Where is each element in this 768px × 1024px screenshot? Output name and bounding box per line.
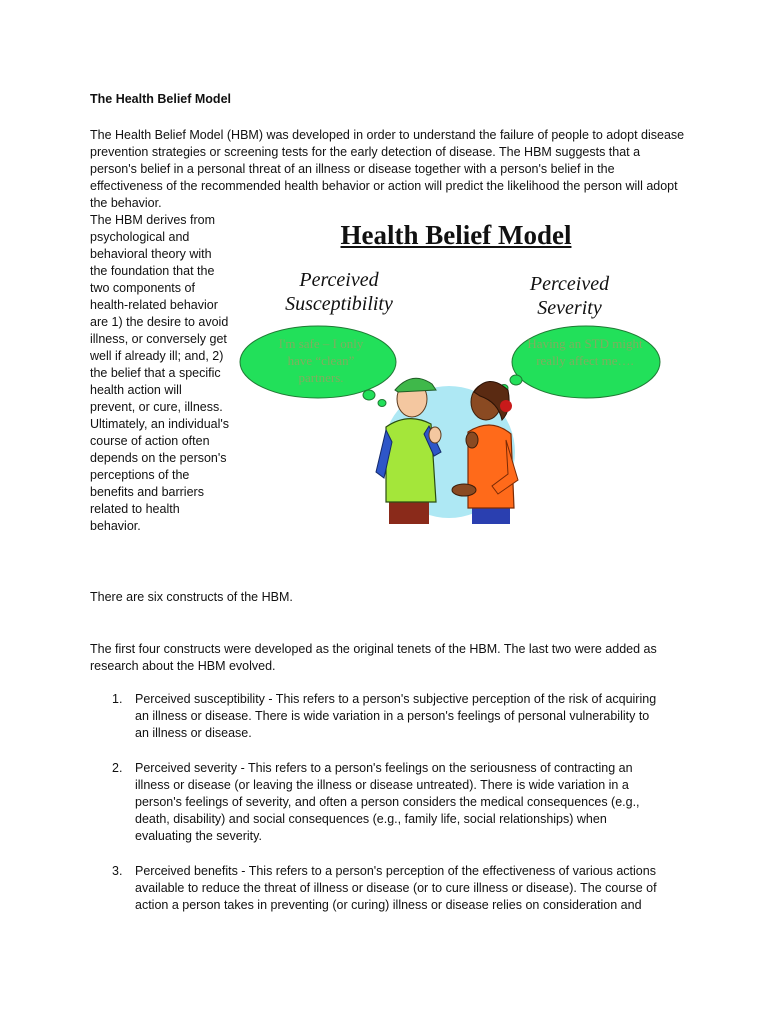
list-item-text: Perceived benefits - This refers to a person's perception of the effectiveness of various actions available to reduce the threat of illness or disease (or to cure illness or disease). The course of action a person takes in preventing (or curing) illness or disease relies on consideration and	[135, 864, 657, 912]
list-item-text: Perceived susceptibility - This refers to a person's subjective perception of the risk of acquiring an illness or disease. There is wide variation in a person's feelings of personal vulnerability to an illness or disease.	[135, 692, 657, 740]
constructs-list	[90, 691, 660, 932]
intro-paragraph: The Health Belief Model (HBM) was developed in order to understand the failure of people to adopt disease prevention strategies or screening tests for the early detection of disease. The HBM suggests that a person's belief in a personal threat of an illness or disease together with a person's belief in the effectiveness of the recommended health behavior or action will predict the likelihood the person will adopt the behavior.	[90, 128, 685, 210]
thought-dot-right-1	[510, 375, 522, 385]
side-paragraph: The HBM derives from psychological and behavioral theory with the foundation that the two components of health-related behavior are 1) the desire to avoid illness, or conversely get well if already ill; and, 2) the belief that a specific health action will prevent, or cure, illness. Ultimately, an individual's course of action often depends on the person's perceptions of the benefits and barriers related to health behavior.	[90, 213, 230, 533]
document-title: The Health Belief Model	[90, 92, 231, 106]
thought-bubble-left-text: I'm safe – I only have “clean” partners.	[278, 336, 364, 385]
figure-title: Health Belief Model	[340, 220, 572, 250]
list-number: 2.	[112, 761, 123, 775]
label-perceived-severity: Perceived Severity	[529, 273, 610, 319]
first-four-paragraph: The first four constructs were developed as the original tenets of the HBM. The last two were added as research about the HBM evolved.	[90, 642, 657, 673]
label-perceived-susceptibility: Perceived Susceptibility	[285, 269, 393, 315]
list-item	[90, 760, 660, 845]
thought-dot-left-2	[378, 400, 386, 407]
thought-bubble-right-text: Having an STD might really affect me….	[527, 336, 643, 368]
health-belief-model-figure	[236, 212, 676, 532]
six-constructs-sentence: There are six constructs of the HBM.	[90, 590, 293, 604]
list-item	[90, 691, 660, 742]
list-number: 3.	[112, 864, 123, 878]
thought-dot-left-1	[363, 390, 375, 400]
list-item-text: Perceived severity - This refers to a person's feelings on the seriousness of contracting an illness or disease (or leaving the illness or disease untreated). There is wide variation in a person's feelings of severity, and often a person considers the medical consequences (e.g., death, disability) and social consequences (e.g., family life, social relationships) when evaluating the severity.	[135, 761, 640, 843]
list-number: 1.	[112, 692, 123, 706]
list-item	[90, 863, 660, 914]
